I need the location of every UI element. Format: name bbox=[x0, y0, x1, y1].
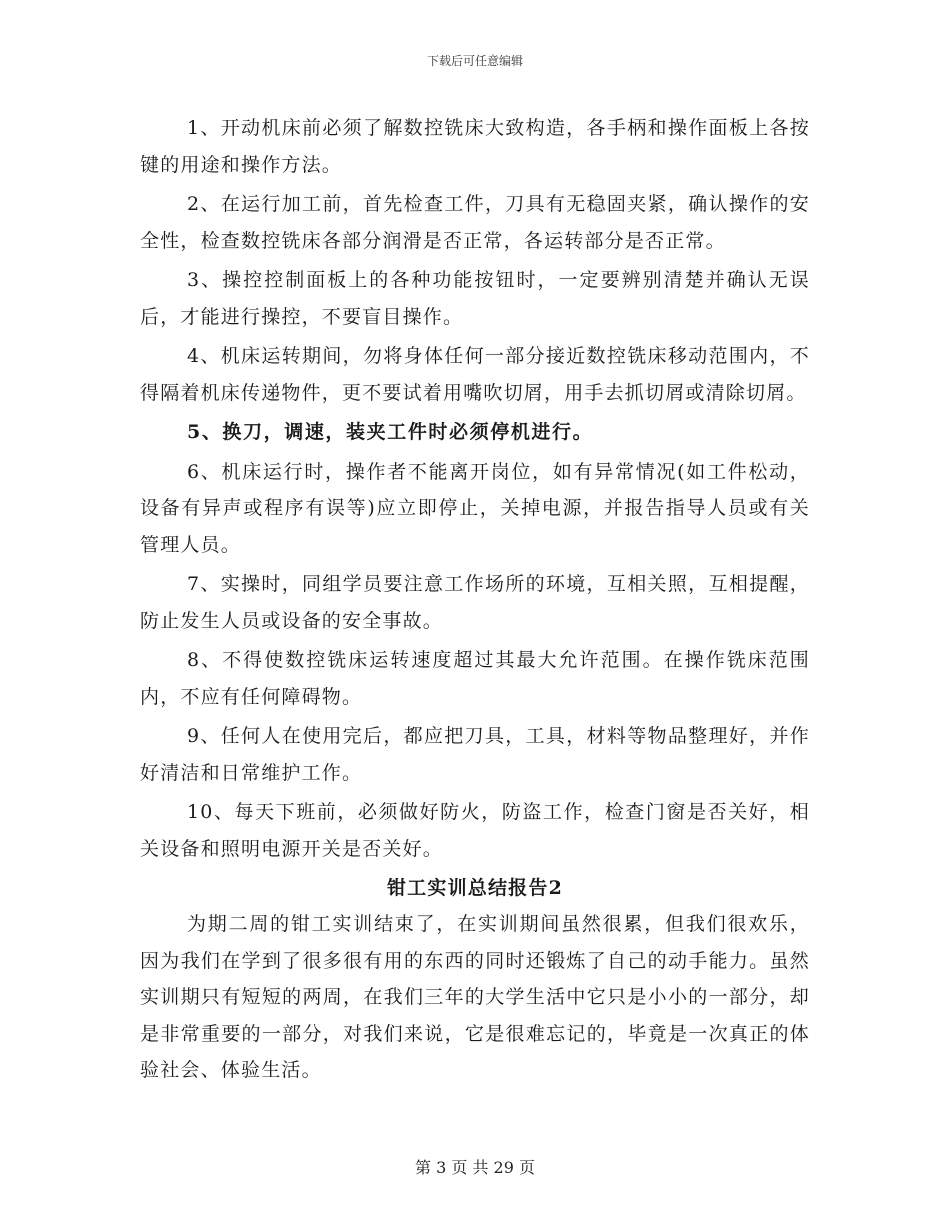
rule-item-4: 4、机床运转期间，勿将身体任何一部分接近数控铣床移动范围内，不得隔着机床传递物件，更不要试着用嘴吹切屑，用手去抓切屑或清除切屑。 bbox=[140, 345, 810, 404]
rule-item-5: 5、换刀，调速，装夹工件时必须停机进行。 bbox=[187, 421, 594, 443]
page-number: 第 3 页 共 29 页 bbox=[415, 1158, 535, 1177]
document-body bbox=[140, 110, 810, 1092]
rule-item-6: 6、机床运行时，操作者不能离开岗位，如有异常情况(如工件松动，设备有异声或程序有误等)应立即停止，关掉电源，并报告指导人员或有关管理人员。 bbox=[140, 460, 810, 556]
rule-item-3: 3、操控控制面板上的各种功能按钮时，一定要辨别清楚并确认无误后，才能进行操控，不要盲目操作。 bbox=[140, 269, 810, 328]
rule-item-2: 2、在运行加工前，首先检查工件，刀具有无稳固夹紧，确认操作的安全性，检查数控铣床各部分润滑是否正常，各运转部分是否正常。 bbox=[140, 193, 810, 252]
page-header: 下载后可任意编辑 bbox=[426, 54, 523, 68]
rule-item-7: 7、实操时，同组学员要注意工作场所的环境，互相关照，互相提醒，防止发生人员或设备的安全事故。 bbox=[140, 573, 810, 632]
rule-item-10: 10、每天下班前，必须做好防火，防盗工作，检查门窗是否关好，相关设备和照明电源开关是否关好。 bbox=[140, 801, 810, 860]
section-paragraph: 为期二周的钳工实训结束了，在实训期间虽然很累，但我们很欢乐，因为我们在学到了很多很有用的东西的同时还锻炼了自己的动手能力。虽然实训期只有短短的两周，在我们三年的大学生活中它只是小小的一部分，却是非常重要的一部分，对我们来说，它是很难忘记的，毕竟是一次真正的体验社会、体验生活。 bbox=[140, 913, 810, 1081]
rule-item-8: 8、不得使数控铣床运转速度超过其最大允许范围。在操作铣床范围内，不应有任何障碍物。 bbox=[140, 649, 810, 708]
rule-item-9: 9、任何人在使用完后，都应把刀具，工具，材料等物品整理好，并作好清洁和日常维护工作。 bbox=[140, 725, 810, 784]
rule-item-1: 1、开动机床前必须了解数控铣床大致构造，各手柄和操作面板上各按键的用途和操作方法。 bbox=[140, 117, 810, 176]
section-title: 钳工实训总结报告2 bbox=[386, 877, 564, 899]
